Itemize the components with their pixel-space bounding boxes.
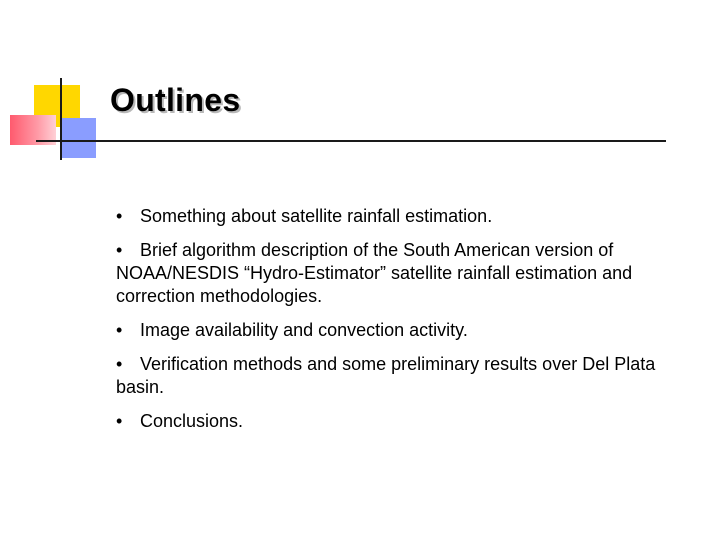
bullet-item <box>116 353 656 399</box>
bullet-item <box>116 239 656 308</box>
bullet-text: Brief algorithm description of the South American version of NOAA/NESDIS “Hydro-Estimator” satellite rainfall estimation and correction methodologies. <box>116 240 633 306</box>
bullet-item <box>116 410 656 433</box>
slide-title: Outlines <box>110 82 241 118</box>
decorative-vertical-line <box>60 78 62 160</box>
bullet-text: Verification methods and some preliminary results over Del Plata basin. <box>116 354 656 397</box>
bullet-item <box>116 319 656 342</box>
bullet-text: Conclusions. <box>140 411 244 431</box>
title-underline <box>36 140 666 142</box>
bullet-marker: • <box>116 206 123 226</box>
decorative-blue-square <box>62 118 96 158</box>
bullet-marker: • <box>116 320 123 340</box>
bullet-marker: • <box>116 354 123 374</box>
bullet-marker: • <box>116 240 123 260</box>
bullet-item <box>116 205 656 228</box>
bullet-text: Something about satellite rainfall estimation. <box>140 206 493 226</box>
bullet-text: Image availability and convection activity. <box>140 320 468 340</box>
bullet-marker: • <box>116 411 123 431</box>
bullet-list <box>116 205 656 444</box>
